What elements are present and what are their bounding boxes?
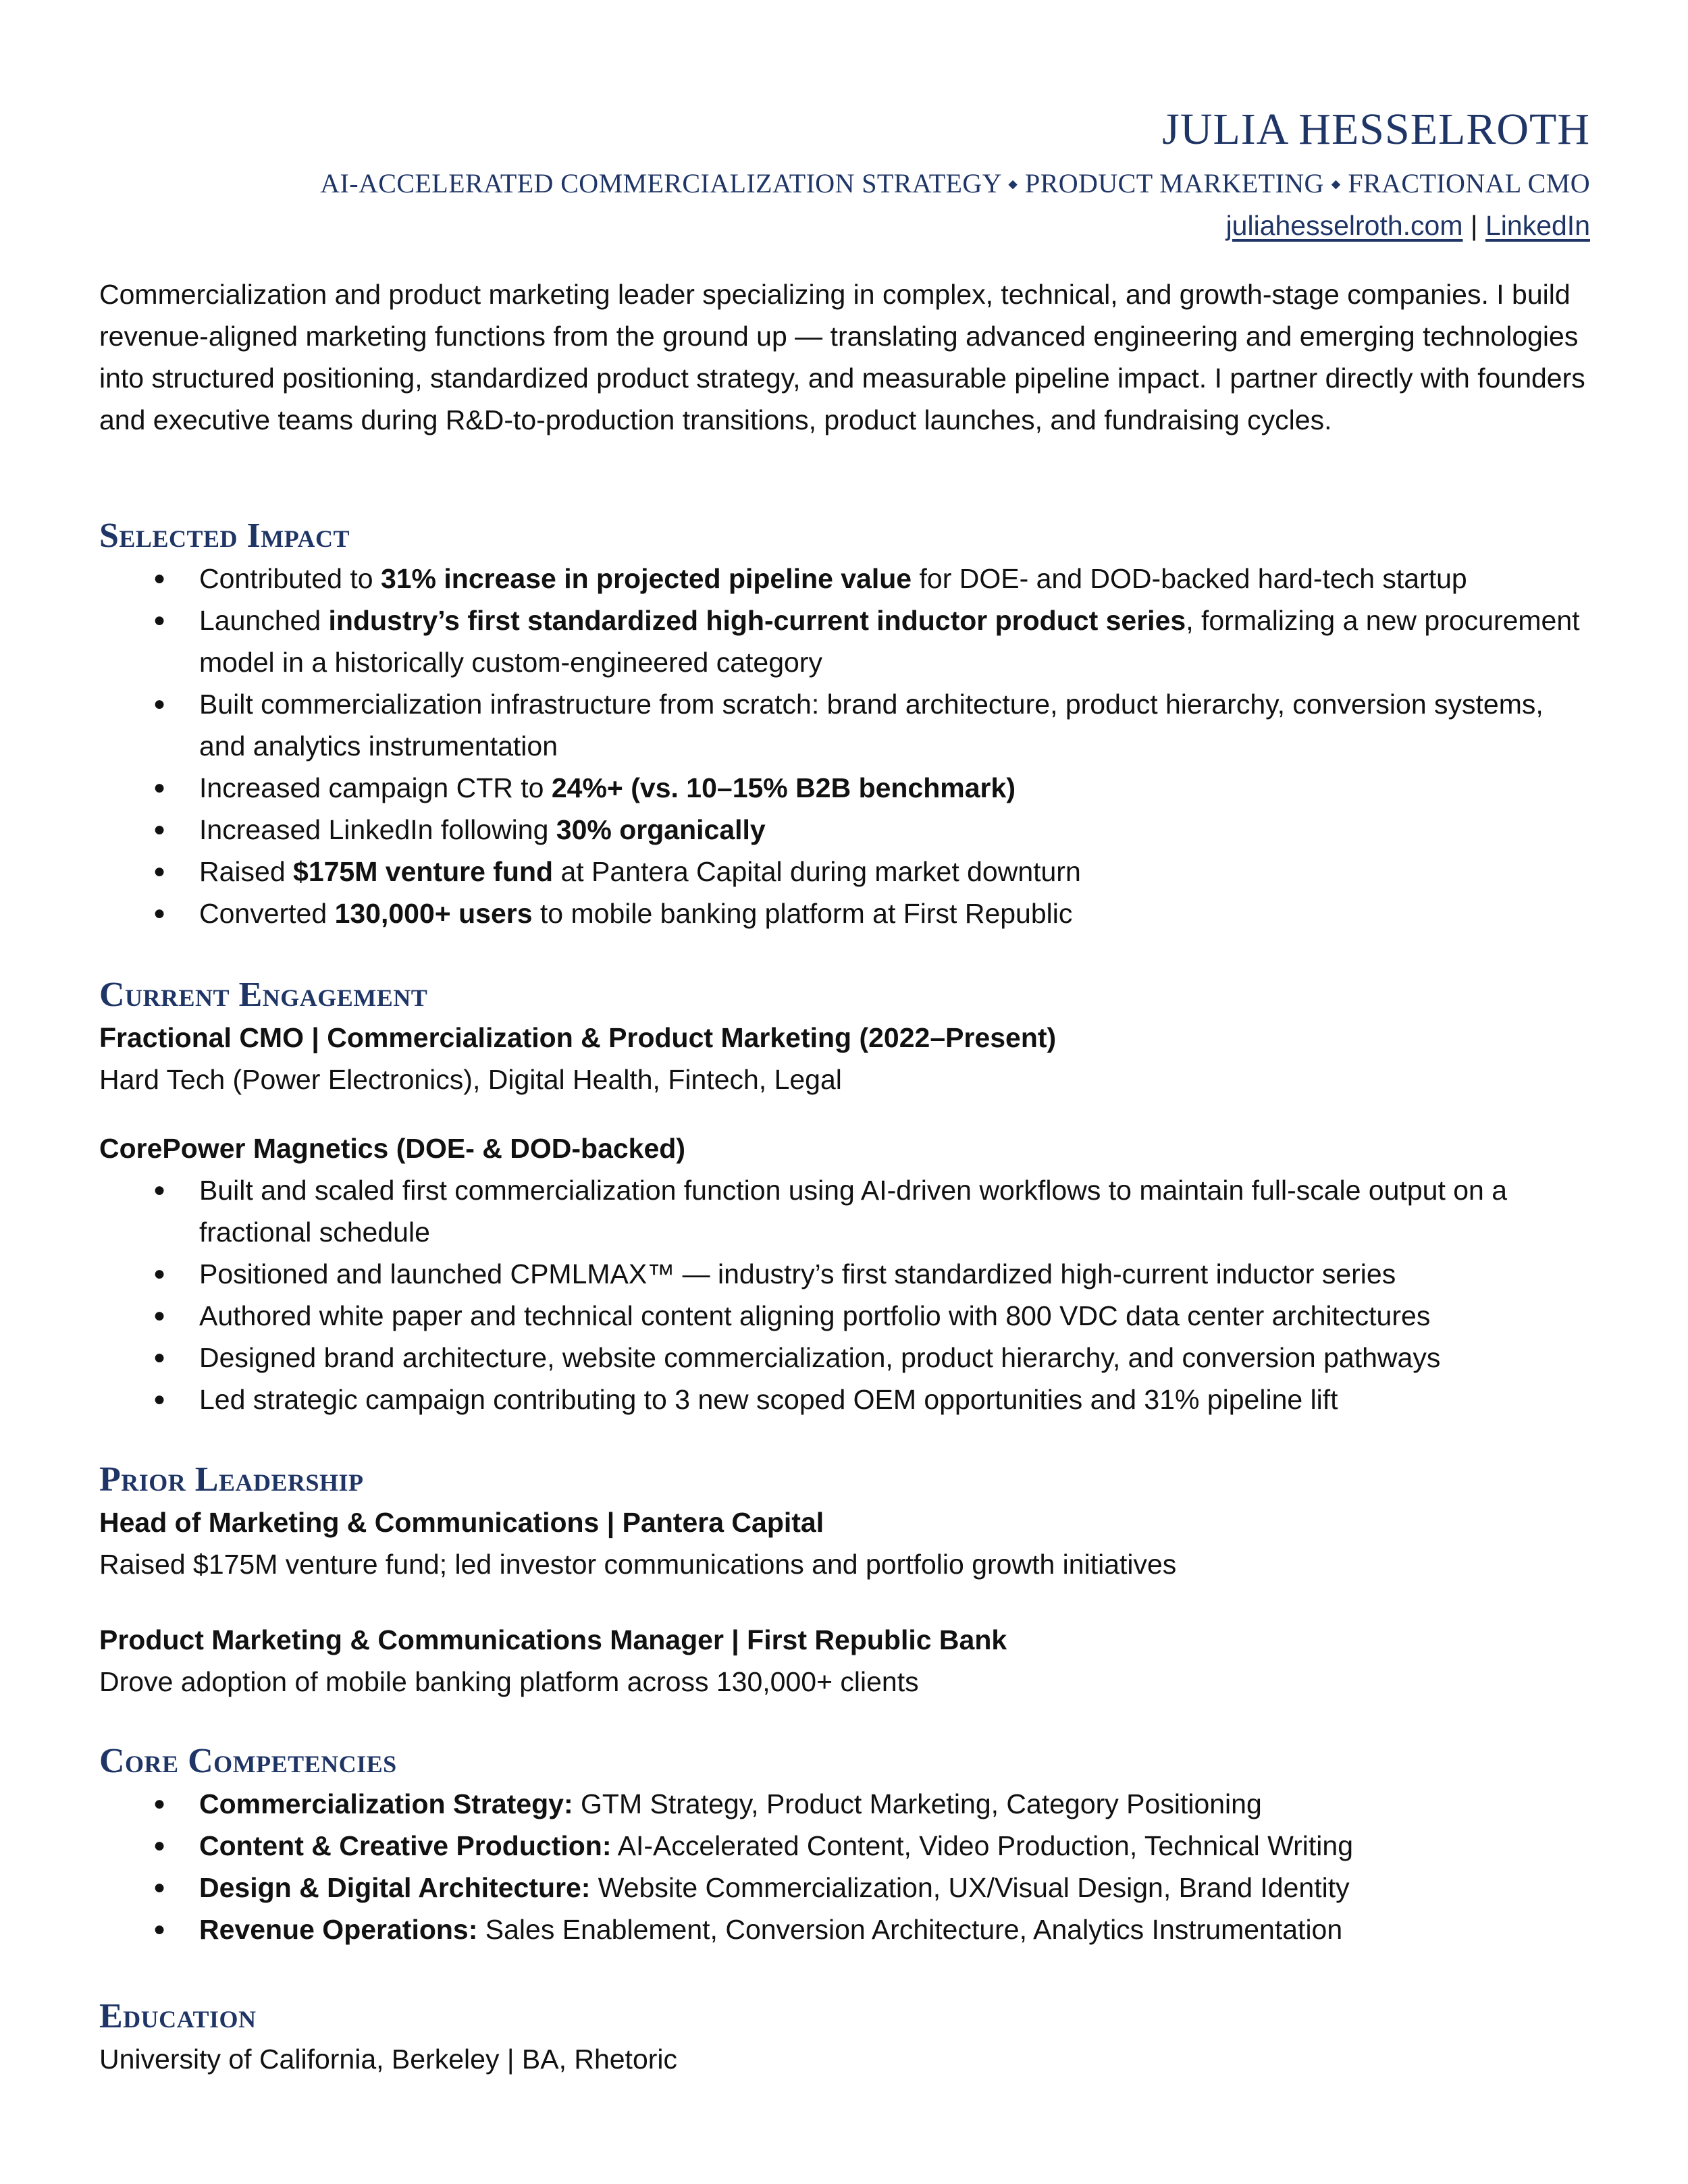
candidate-name: JULIA HESSELROTH (1162, 105, 1590, 154)
list-item: ● Commercialization Strategy: GTM Strategy, Product Marketing, Category Positioning (99, 1783, 1590, 1825)
prior-role-description: Drove adoption of mobile banking platform across 130,000+ clients (99, 1666, 919, 1697)
engagement-role: Fractional CMO | Commercialization & Product Marketing (2022–Present) (99, 1022, 1057, 1053)
list-item: ● Designed brand architecture, website commercialization, product hierarchy, and conversion pathways (99, 1337, 1590, 1379)
section-title-selected-impact: Selected Impact (99, 516, 350, 555)
selected-impact-section (99, 514, 1590, 934)
contact-links (99, 205, 1590, 246)
list-item: ● Converted 130,000+ users to mobile banking platform at First Republic (99, 893, 1590, 934)
competencies-list (99, 1783, 1590, 1950)
list-item: ● Built commercialization infrastructure from scratch: brand architecture, product hierarchy, conversion systems, and analytics instrumentation (99, 683, 1590, 767)
impact-list (99, 558, 1590, 934)
prior-role-title: Product Marketing & Communications Manager | First Republic Bank (99, 1624, 1007, 1655)
section-title-current-engagement: Current Engagement (99, 976, 428, 1014)
engagement-sectors: Hard Tech (Power Electronics), Digital Health, Fintech, Legal (99, 1064, 842, 1095)
candidate-tagline: AI-ACCELERATED COMMERCIALIZATION STRATEGY ⬩ PRODUCT MARKETING ⬩ FRACTIONAL CMO (320, 168, 1590, 198)
list-item: ● Launched industry’s first standardized high-current inductor product series, formalizing a new procurement model in a historically custom-engineered category (99, 600, 1590, 683)
list-item: ● Authored white paper and technical content aligning portfolio with 800 VDC data center architectures (99, 1295, 1590, 1337)
education-section (99, 1995, 1590, 2080)
list-item: ● Content & Creative Production: AI-Accelerated Content, Video Production, Technical Writing (99, 1825, 1590, 1867)
core-competencies-section (99, 1740, 1590, 1950)
summary-paragraph: Commercialization and product marketing leader specializing in complex, technical, and growth-stage companies. I build revenue-aligned marketing functions from the ground up — translating advanced engineering and emerging technologies into structured positioning, standardized product strategy, and measurable pipeline impact. I partner directly with founders and executive teams during R&D-to-production transitions, product launches, and fundraising cycles. (99, 279, 1585, 435)
list-item: ● Built and scaled first commercialization function using AI-driven workflows to maintain full-scale output on a fractional schedule (99, 1169, 1590, 1253)
engagement-list (99, 1169, 1590, 1420)
list-item: ● Increased LinkedIn following 30% organically (99, 809, 1590, 851)
engagement-company: CorePower Magnetics (DOE- & DOD-backed) (99, 1133, 685, 1164)
list-item: ● Design & Digital Architecture: Website Commercialization, UX/Visual Design, Brand Identity (99, 1867, 1590, 1909)
linkedin-link[interactable]: LinkedIn (1485, 210, 1590, 241)
website-link[interactable]: juliahesselroth.com (1225, 210, 1463, 241)
prior-role-description: Raised $175M venture fund; led investor communications and portfolio growth initiatives (99, 1549, 1177, 1580)
list-item: ● Positioned and launched CPMLMAX™ — industry’s first standardized high-current inductor series (99, 1253, 1590, 1295)
section-title-core-competencies: Core Competencies (99, 1742, 397, 1780)
list-item: ● Raised $175M venture fund at Pantera Capital during market downturn (99, 851, 1590, 893)
list-item: ● Contributed to 31% increase in projected pipeline value for DOE- and DOD-backed hard-tech startup (99, 558, 1590, 600)
list-item: ● Revenue Operations: Sales Enablement, Conversion Architecture, Analytics Instrumentation (99, 1909, 1590, 1950)
current-engagement-section (99, 974, 1590, 1420)
education-entry: University of California, Berkeley | BA, Rhetoric (99, 2044, 678, 2075)
list-item: ● Increased campaign CTR to 24%+ (vs. 10–15% B2B benchmark) (99, 767, 1590, 809)
section-title-prior-leadership: Prior Leadership (99, 1460, 364, 1499)
resume-header (99, 101, 1590, 246)
list-item: ● Led strategic campaign contributing to 3 new scoped OEM opportunities and 31% pipeline lift (99, 1379, 1590, 1420)
prior-role-title: Head of Marketing & Communications | Pantera Capital (99, 1507, 824, 1538)
link-separator: | (1470, 210, 1478, 241)
section-title-education: Education (99, 1997, 257, 2035)
prior-leadership-section (99, 1458, 1590, 1703)
